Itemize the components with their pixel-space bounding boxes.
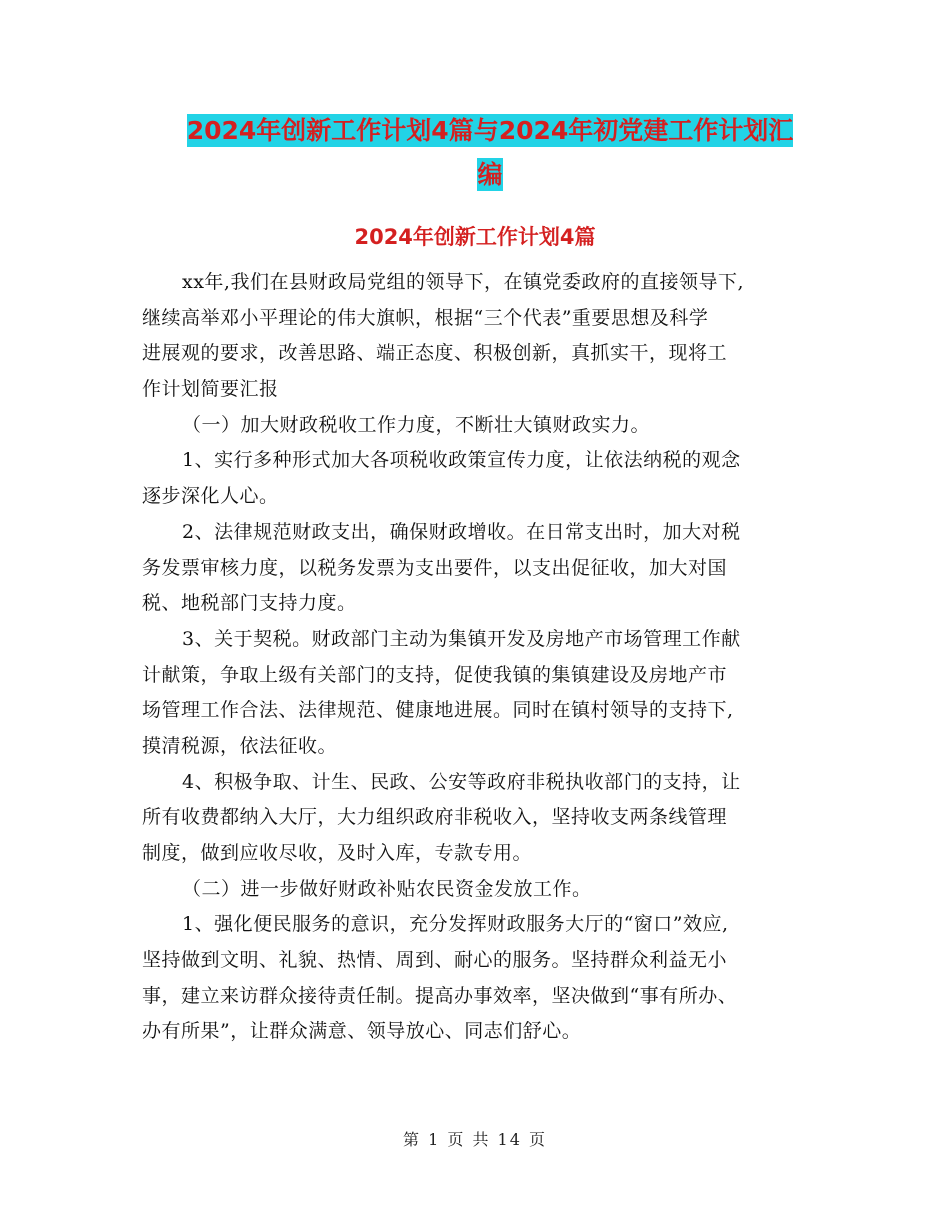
paragraph-line: 所有收费都纳入大厅，大力组织政府非税收入，坚持收支两条线管理	[142, 806, 728, 829]
paragraph-line: 1、实行多种形式加大各项税收政策宣传力度，让依法纳税的观念	[182, 449, 741, 472]
section-title: 2024年创新工作计划4篇	[354, 225, 596, 249]
paragraph-line: xx年,我们在县财政局党组的领导下，在镇党委政府的直接领导下,	[182, 271, 745, 293]
paragraph-line: （二）进一步做好财政补贴农民资金发放工作。	[182, 877, 592, 900]
document-title-line-2	[140, 152, 840, 198]
paragraph-line: 场管理工作合法、法律规范、健康地进展。同时在镇村领导的支持下,	[142, 699, 734, 722]
paragraph-line: 摸清税源，依法征收。	[142, 734, 338, 757]
title-highlight: 2024年创新工作计划4篇与2024年初党建工作计划汇	[186, 116, 794, 145]
paragraph-line: 继续高举邓小平理论的伟大旗帜，根据“三个代表”重要思想及科学	[142, 306, 709, 329]
paragraph-line: 坚持做到文明、礼貌、热情、周到、耐心的服务。坚持群众利益无小	[142, 949, 728, 972]
paragraph-line: 税、地税部门支持力度。	[142, 592, 357, 615]
paragraph-line: 4、积极争取、计生、民政、公安等政府非税执收部门的支持，让	[182, 770, 741, 793]
paragraph-line: 进展观的要求，改善思路、端正态度、积极创新，真抓实干，现将工	[142, 342, 728, 365]
paragraph-line: 办有所果”，让群众满意、领导放心、同志们舒心。	[142, 1020, 582, 1043]
paragraph-line: 务发票审核力度，以税务发票为支出要件，以支出促征收，加大对国	[142, 556, 728, 579]
paragraph-line: 2、法律规范财政支出，确保财政增收。在日常支出时，加大对税	[182, 520, 741, 543]
body-text	[142, 265, 822, 1050]
paragraph-line: 事，建立来访群众接待责任制。提高办事效率，坚决做到“事有所办、	[142, 984, 738, 1007]
paragraph-line: 1、强化便民服务的意识，充分发挥财政服务大厅的“窗口”效应,	[182, 913, 729, 936]
page-footer: 第 1 页 共 14 页	[403, 1130, 547, 1149]
paragraph-line: 逐步深化人心。	[142, 485, 279, 508]
paragraph-line: 制度，做到应收尽收，及时入库，专款专用。	[142, 842, 533, 864]
title-highlight: 编	[477, 160, 503, 189]
document-title-line-1	[140, 108, 840, 154]
paragraph-line: 3、关于契税。财政部门主动为集镇开发及房地产市场管理工作献	[182, 627, 741, 650]
paragraph-line: 计献策，争取上级有关部门的支持，促使我镇的集镇建设及房地产市	[142, 663, 728, 686]
paragraph-line: （一）加大财政税收工作力度，不断壮大镇财政实力。	[182, 413, 651, 436]
paragraph-line: 作计划简要汇报	[142, 378, 279, 401]
